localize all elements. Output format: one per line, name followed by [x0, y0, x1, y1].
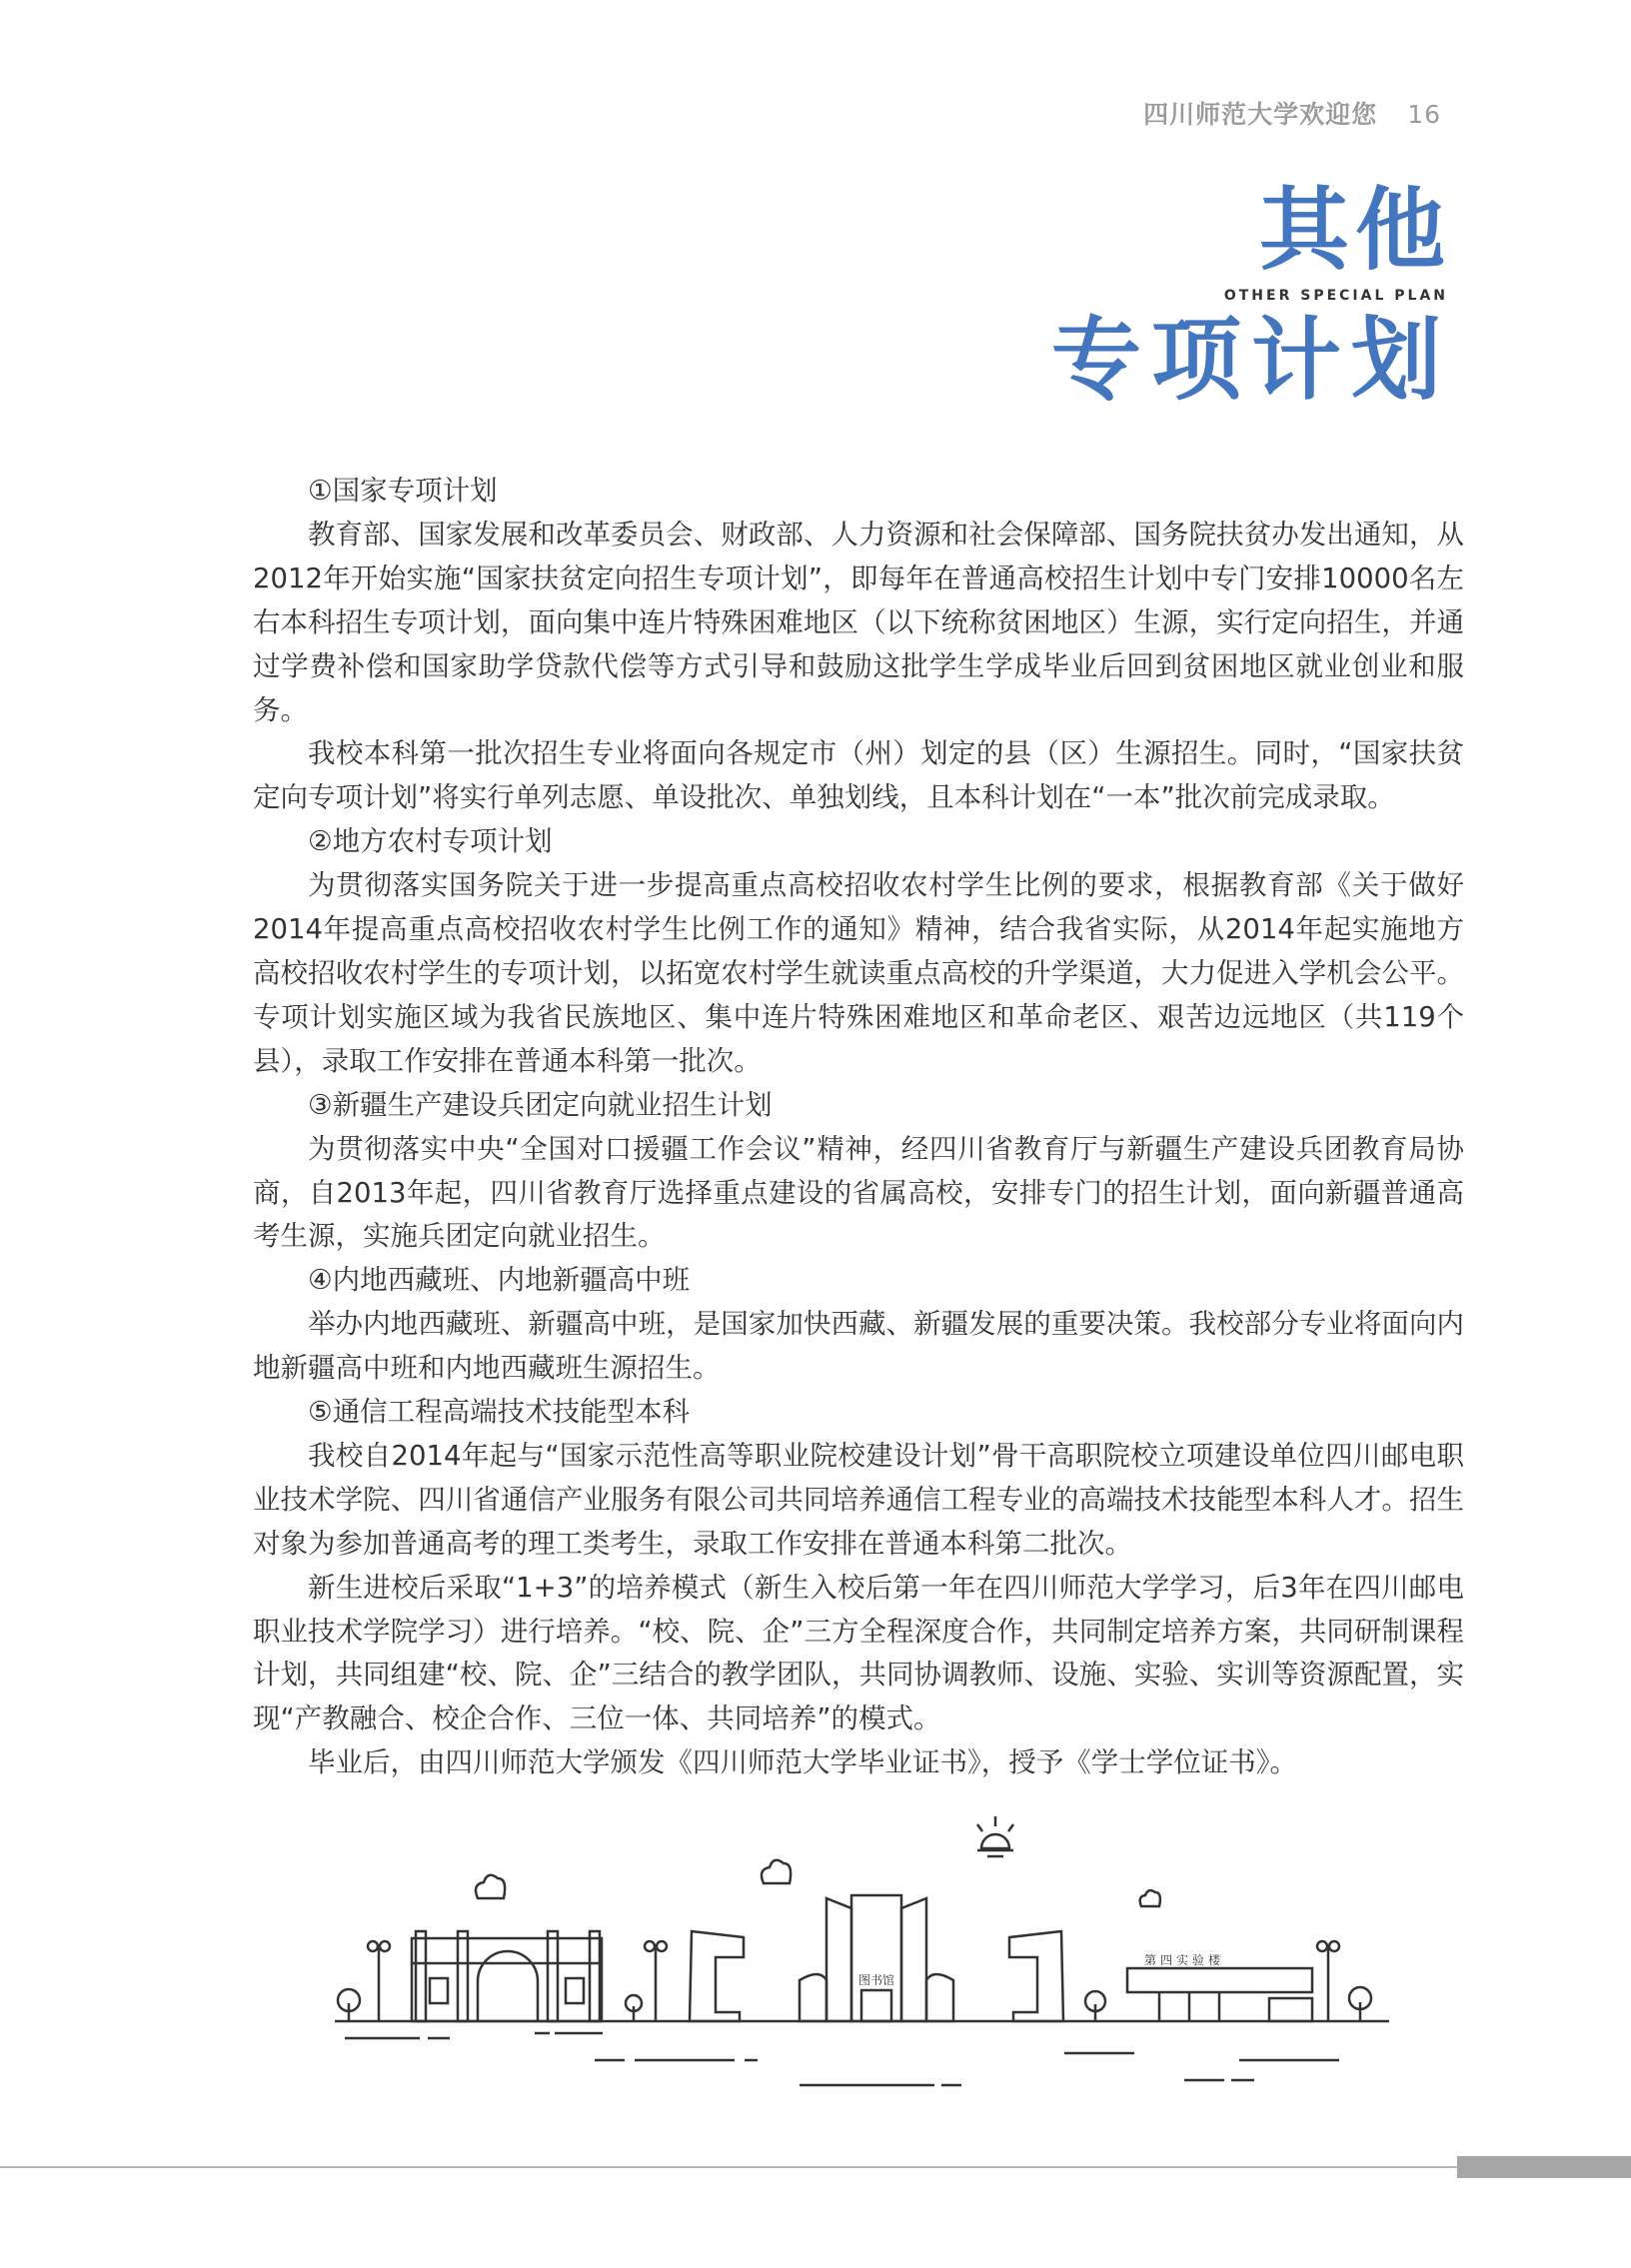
tree-icon — [626, 1995, 642, 2021]
paragraph: 为贯彻落实国务院关于进一步提高重点高校招收农村学生比例的要求，根据教育部《关于做好2014年提高重点高校招收农村学生比例工作的通知》精神，结合我省实际，从2014年起实施地方高校招收农村学生的专项计划，以拓宽农村学生就读重点高校的升学渠道，大力促进入学机会公平。专项计划实施区域为我省民族地区、集中连片特殊困难地区和革命老区、艰苦边远地区（共119个县），录取工作安排在普通本科第一批次。 — [253, 869, 1464, 1077]
section-heading: ②地方农村专项计划 — [308, 825, 553, 858]
lamp-post — [645, 1941, 667, 2021]
page-title-line1: 其他 — [1259, 178, 1451, 283]
lamp-post — [368, 1941, 390, 2021]
section-heading: ①国家专项计划 — [308, 475, 498, 507]
library-sign: 图书馆 — [857, 1973, 895, 1987]
page-title-line2: 专项计划 — [1051, 308, 1451, 413]
paragraph: 为贯彻落实中央“全国对口援疆工作会议”精神，经四川省教育厅与新疆生产建设兵团教育局协商，自2013年起，四川省教育厅选择重点建设的省属高校，安排专门的招生计划，面向新疆普通高考生源，实施兵团定向就业招生。 — [253, 1132, 1464, 1253]
lab-building — [1127, 1968, 1312, 2021]
paragraph: 毕业后，由四川师范大学颁发《四川师范大学毕业证书》，授予《学士学位证书》。 — [308, 1746, 1297, 1779]
page-number: 16 — [1407, 100, 1441, 129]
school-gate — [412, 1931, 602, 2021]
lamp-post — [1317, 1941, 1339, 2021]
running-header — [1143, 100, 1441, 130]
right-l-structure — [1009, 1931, 1063, 2021]
sun-icon — [977, 1816, 1013, 1856]
cloud-icon — [762, 1860, 791, 1883]
paragraph: 教育部、国家发展和改革委员会、财政部、人力资源和社会保障部、国务院扶贫办发出通知，从2012年开始实施“国家扶贫定向招生专项计划”，即每年在普通高校招生计划中专门安排10000名左右本科招生专项计划，面向集中连片特殊困难地区（以下统称贫困地区）生源，实行定向招生，并通过学费补偿和国家助学贷款代偿等方式引导和鼓励这批学生学成毕业后回到贫困地区就业创业和服务。 — [253, 518, 1464, 726]
left-l-structure — [690, 1931, 744, 2021]
paragraph: 我校自2014年起与“国家示范性高等职业院校建设计划”骨干高职院校立项建设单位四川邮电职业技术学院、四川省通信产业服务有限公司共同培养通信工程专业的高端技术技能型本科人才。招生对象为参加普通高考的理工类考生，录取工作安排在普通本科第二批次。 — [253, 1439, 1464, 1560]
cloud-icon — [476, 1875, 505, 1898]
cloud-icon — [1140, 1890, 1160, 1906]
section-heading: ⑤通信工程高端技术技能型本科 — [308, 1396, 691, 1429]
tree-icon — [1349, 1987, 1371, 2021]
road-dashes — [345, 2033, 1339, 2085]
paragraph: 我校本科第一批次招生专业将面向各规定市（州）划定的县（区）生源招生。同时，“国家扶贫定向专项计划”将实行单列志愿、单设批次、单独划线，且本科计划在“一本”批次前完成录取。 — [253, 737, 1464, 814]
footer-rule — [0, 2166, 1459, 2168]
footer-tab — [1457, 2156, 1631, 2178]
tree-icon — [1085, 1991, 1105, 2021]
page-subtitle: OTHER SPECIAL PLAN — [1223, 288, 1448, 304]
paragraph: 举办内地西藏班、新疆高中班，是国家加快西藏、新疆发展的重要决策。我校部分专业将面向内地新疆高中班和内地西藏班生源招生。 — [253, 1308, 1464, 1385]
paragraph: 新生进校后采取“1+3”的培养模式（新生入校后第一年在四川师范大学学习，后3年在四川邮电职业技术学院学习）进行培养。“校、院、企”三方全程深度合作，共同制定培养方案，共同研制课程计划，共同组建“校、院、企”三结合的教学团队，共同协调教师、设施、实验、实训等资源配置，实现“产教融合、校企合作、三位一体、共同培养”的模式。 — [253, 1571, 1464, 1735]
section-heading: ③新疆生产建设兵团定向就业招生计划 — [308, 1088, 773, 1121]
lab-sign: 第四实验楼 — [1143, 1953, 1225, 1967]
campus-skyline-illustration — [330, 1798, 1409, 2098]
tree-icon — [338, 1989, 360, 2021]
library-building — [800, 1895, 953, 2021]
running-title: 四川师范大学欢迎您 — [1143, 100, 1378, 129]
body-text — [253, 470, 1464, 1785]
section-heading: ④内地西藏班、内地新疆高中班 — [308, 1264, 691, 1297]
